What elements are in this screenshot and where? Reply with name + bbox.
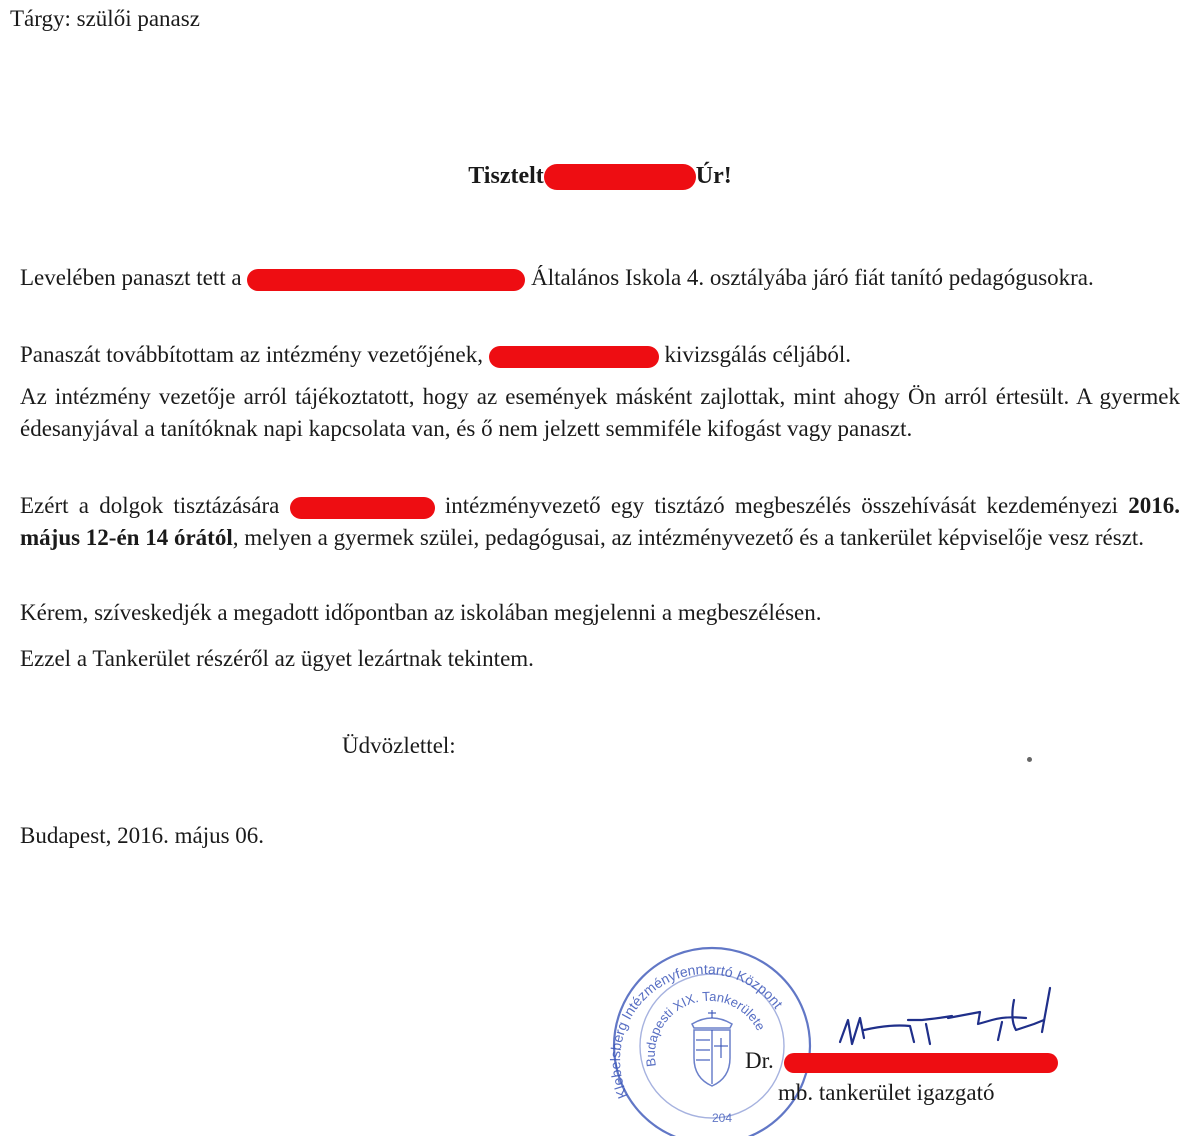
paragraph-text: , melyen a gyermek szülei, pedagógusai, az intézményvezető és a tankerület képviselője vesz részt. [232,525,1145,550]
signer-prefix: Dr. [745,1048,774,1073]
paragraph-text: Általános Iskola 4. osztályába járó fiát tanító pedagógusokra. [531,265,1094,290]
stamp-inner-text: Budapesti XIX. Tankerülete [642,988,769,1068]
closing-greeting: Üdvözlettel: [342,733,456,758]
paragraph-text: intézményvezető egy tisztázó megbeszélés összehívását kezdeményezi [444,493,1119,518]
signer-line [745,1048,1058,1074]
redaction-bar [544,164,696,190]
official-stamp [604,946,814,1136]
redaction-bar [489,346,659,368]
stamp-outer-text: Klebelsberg Intézményfenntartó Központ [607,960,787,1101]
paragraph-text: Panaszát továbbítottam az intézmény vezetőjének, [20,342,484,367]
salutation-suffix: Úr! [695,163,732,189]
paragraph-text: kivizsgálás céljából. [664,342,852,367]
salutation-prefix: Tisztelt [468,163,544,189]
meeting-date: 2016. május 12-én 14 órától [20,493,1181,550]
redaction-bar [784,1053,1058,1073]
coat-of-arms-icon [692,1010,732,1086]
paper-speck [1027,757,1032,762]
paragraph-text: Levelében panaszt tett a [20,265,242,290]
paragraph-request: Kérem, szíveskedjék a megadott időpontban az iskolában megjelenni a megbeszélésen. [20,600,822,625]
stamp-number: 204 [711,1111,733,1125]
paragraph-text: Ezért a dolgok tisztázására [20,493,280,518]
paragraph-complaint [20,262,1180,294]
paragraph-forwarded [20,339,1180,371]
paragraph-closure: Ezzel a Tankerület részéről az ügyet lezártnak tekintem. [20,646,534,671]
subject-line: Tárgy: szülői panasz [10,6,200,31]
signer-title: mb. tankerület igazgató [778,1080,995,1105]
salutation [0,163,1200,190]
redaction-bar [290,497,435,519]
paragraph-meeting [20,490,1180,554]
redaction-bar [247,269,525,291]
paragraph-report: Az intézmény vezetője arról tájékoztatott, hogy az események másként zajlottak, mint ahogy Ön arról értesült. A gyermek édesanyjával a tanítóknak napi kapcsolata van, és ő nem jelzett semmiféle kifogást vagy panaszt. [20,384,1180,441]
place-date: Budapest, 2016. május 06. [20,823,265,848]
